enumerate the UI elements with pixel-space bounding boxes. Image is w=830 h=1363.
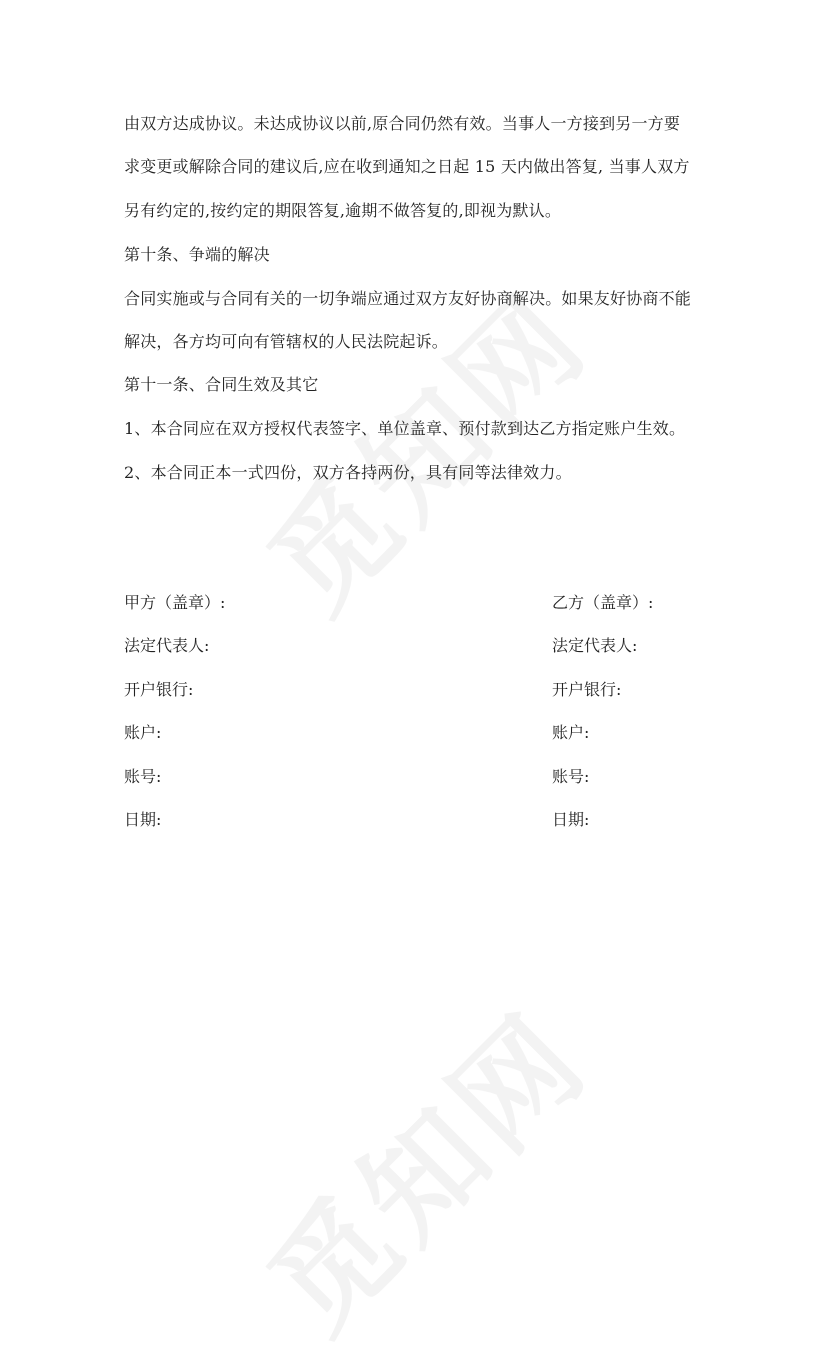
party-b-account-name-label: 账户: (552, 723, 590, 742)
body-text-line: 由双方达成协议。未达成协议以前,原合同仍然有效。当事人一方接到另一方要 (124, 114, 681, 133)
clause-item: 1、本合同应在双方授权代表签字、单位盖章、预付款到达乙方指定账户生效。 (124, 419, 686, 438)
article-10-heading: 第十条、争端的解决 (124, 245, 270, 264)
party-b-date-label: 日期: (552, 810, 590, 829)
article-11-heading: 第十一条、合同生效及其它 (124, 375, 319, 394)
body-text-line: 合同实施或与合同有关的一切争端应通过双方友好协商解决。如果友好协商不能 (124, 289, 692, 308)
party-a-account-name-label: 账户: (124, 723, 162, 742)
body-text-line: 求变更或解除合同的建议后,应在收到通知之日起 15 天内做出答复, 当事人双方 (124, 157, 690, 176)
party-a-bank-label: 开户银行: (124, 680, 194, 699)
watermark-logo (225, 969, 618, 1362)
body-text-line: 解决，各方均可向有管辖权的人民法院起诉。 (124, 332, 449, 351)
party-b-seal-label: 乙方（盖章）: (552, 593, 654, 612)
body-text-line: 另有约定的,按约定的期限答复,逾期不做答复的,即视为默认。 (124, 201, 562, 220)
party-a-rep-label: 法定代表人: (124, 636, 210, 655)
clause-item: 2、本合同正本一式四份，双方各持两份，具有同等法律效力。 (124, 463, 572, 482)
party-a-seal-label: 甲方（盖章）: (124, 593, 226, 612)
party-a-date-label: 日期: (124, 810, 162, 829)
party-b-rep-label: 法定代表人: (552, 636, 638, 655)
party-b-bank-label: 开户银行: (552, 680, 622, 699)
party-b-account-no-label: 账号: (552, 767, 590, 786)
party-a-account-no-label: 账号: (124, 767, 162, 786)
